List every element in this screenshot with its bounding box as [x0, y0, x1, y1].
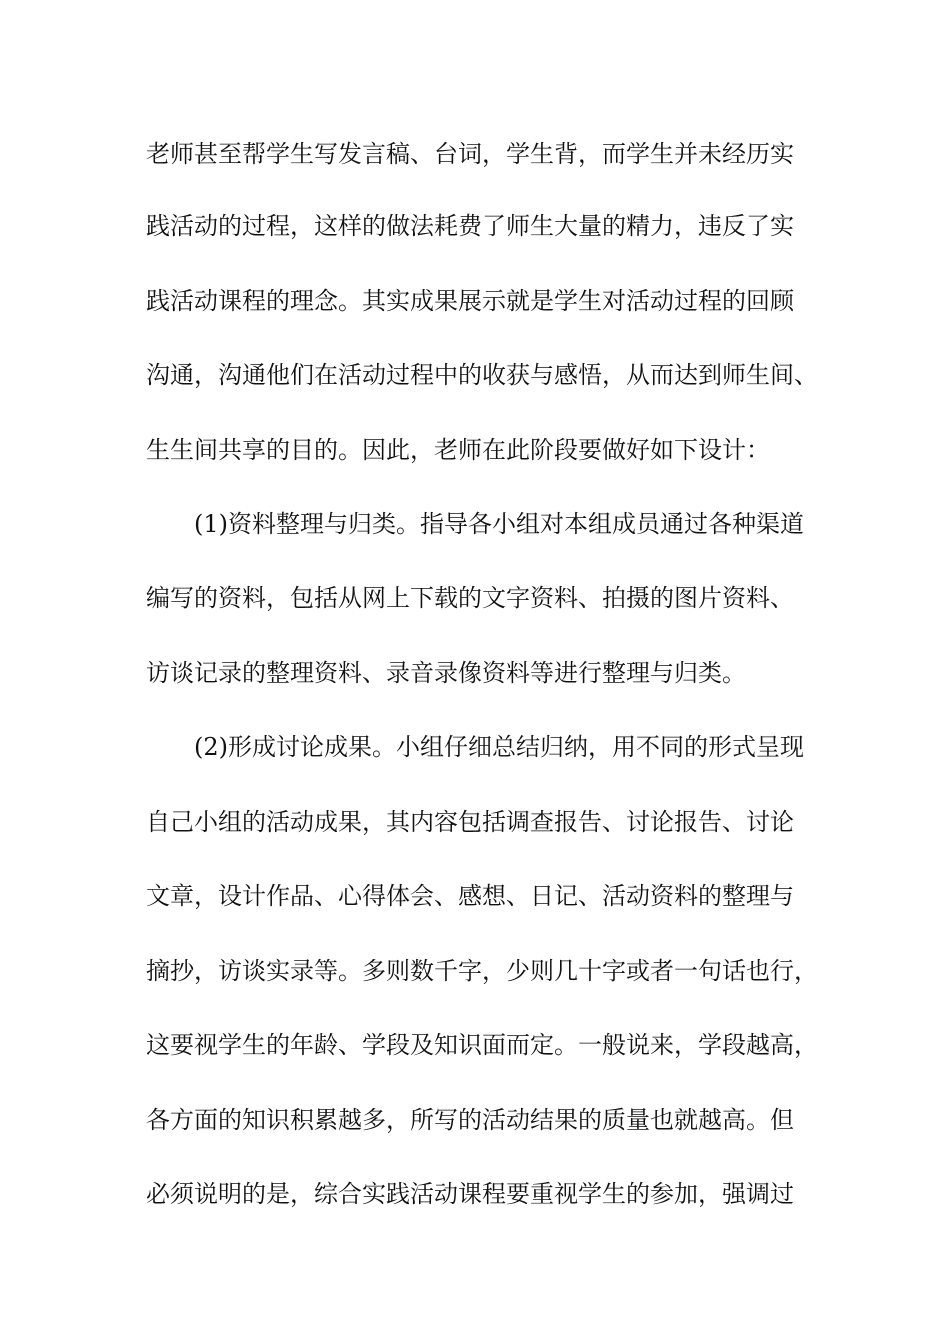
paragraph-2-heading-line: (2)形成讨论成果。小组仔细总结归纳，用不同的形式呈现 — [194, 733, 804, 761]
text-line: 老师甚至帮学生写发言稿、台词，学生背，而学生并未经历实 — [146, 140, 794, 168]
text-line: 生生间共享的目的。因此，老师在此阶段要做好如下设计： — [146, 436, 770, 464]
text-line: 访谈记录的整理资料、录音录像资料等进行整理与归类。 — [146, 659, 746, 687]
text-line: 自己小组的活动成果，其内容包括调查报告、讨论报告、讨论 — [146, 808, 794, 836]
text-line: 编写的资料，包括从网上下载的文字资料、拍摄的图片资料、 — [146, 584, 794, 612]
text-line: 践活动课程的理念。其实成果展示就是学生对活动过程的回顾 — [146, 287, 794, 315]
text-line: 摘抄，访谈实录等。多则数千字，少则几十字或者一句话也行， — [146, 957, 818, 985]
text-line: 各方面的知识积累越多，所写的活动结果的质量也就越高。但 — [146, 1106, 794, 1134]
text-line: 这要视学生的年龄、学段及知识面而定。一般说来，学段越高， — [146, 1031, 818, 1059]
paragraph-1-heading-line: (1)资料整理与归类。指导各小组对本组成员通过各种渠道 — [194, 510, 804, 538]
text-line: 沟通，沟通他们在活动过程中的收获与感悟，从而达到师生间、 — [146, 361, 818, 389]
text-line: 践活动的过程，这样的做法耗费了师生大量的精力，违反了实 — [146, 212, 794, 240]
text-line: 必须说明的是，综合实践活动课程要重视学生的参加，强调过 — [146, 1180, 794, 1208]
text-line: 文章，设计作品、心得体会、感想、日记、活动资料的整理与 — [146, 882, 794, 910]
